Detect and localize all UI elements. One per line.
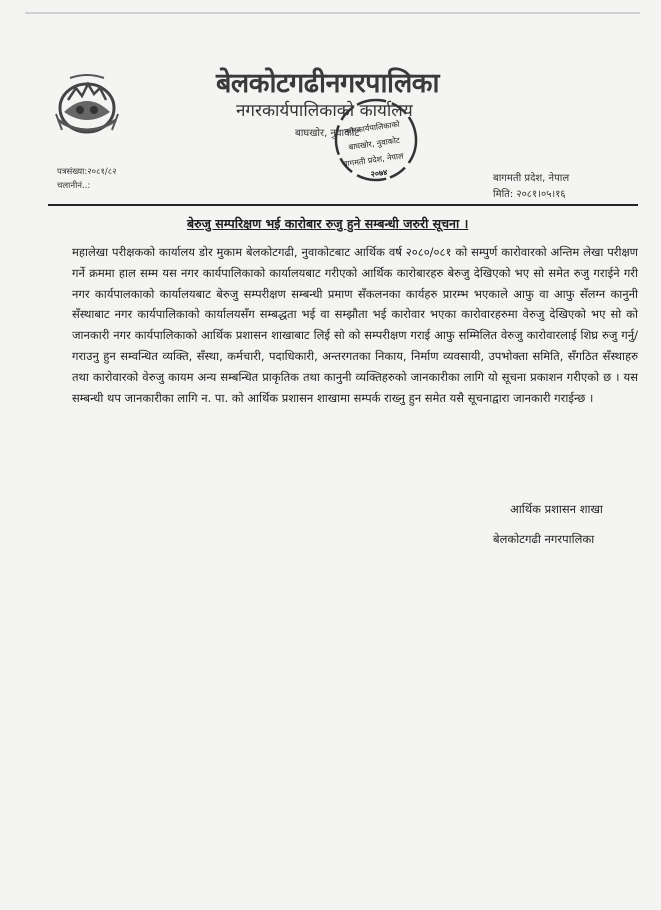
stamp-line-2: बाघखोर, नुवाकोट <box>348 135 401 152</box>
letter-number: पत्रसंख्या:२०८१/८२ <box>57 167 117 177</box>
office-address: बाघखोर, नुवाकोट <box>295 128 360 139</box>
stamp-line-3: बागमती प्रदेश, नेपाल <box>342 151 405 169</box>
header-divider <box>48 204 638 206</box>
stamp-line-1: नगरकार्यपालिकाको <box>343 119 401 137</box>
nepal-emblem-icon <box>50 70 124 138</box>
stamp-line-4: २०७४ <box>370 167 388 180</box>
date-line: मिति: २०८१।०५।१६ <box>493 189 566 200</box>
official-stamp <box>326 88 426 192</box>
dispatch-number: चलानीनं..: <box>57 181 91 191</box>
scan-edge <box>25 12 640 14</box>
notice-body: महालेखा परीक्षकको कार्यालय डोर मुकाम बेलकोटगढी, नुवाकोटबाट आर्थिक वर्ष २०८०/०८१ को सम्पुर्ण कारोवारको अन्तिम लेखा परीक्षण गर्ने क्रममा हाल सम्म यस नगर कार्यपालिकाको कार्यालयबाट गरीएको आर्थिक कारोबारहरु बेरुजु देखिएको भए सो समेत रुजु गराईने गरी नगर कार्यपालकाको कार्यालयबाट बेरुजु सम्परीक्षण सम्बन्धी प्रमाण सँकलनका कार्यहरु प्रारम्भ भएकाले आफु वा आफु सँलग्न कानुनी सँस्थाबाट नगर कार्यपालिकाको कार्यालयसँग सम्बद्धता भई वा सम्झौता भई कारोवार भएका कारोवारहरुमा वेरुजु देखिएको भए सो को जानकारी नगर कार्यपालिकाको आर्थिक प्रशासन शाखाबाट लिई सो को सम्परीक्षण गराई आफु सम्मिलित वेरुजु कारोवारलाई शिघ्र रुजु गर्नु/गराउनु हुन सम्वन्धित व्यक्ति, सँस्था, कर्मचारी, पदाधिकारी, अन्तरगतका निकाय, निर्माण व्यवसायी, उपभोक्ता समिति, सँगठित सँस्थाहरु तथा कारोवारको वेरुजु कायम अन्य सम्बन्धित प्राकृतिक तथा कानुनी व्यक्तिहरुको जानकारीका लागि यो सूचना प्रकाशन गरीएको छ । यस सम्बन्धी थप जानकारीका लागि न. पा. को आर्थिक प्रशासन शाखामा सम्पर्क राख्नु हुन समेत यसै सूचनाद्वारा जानकारी गराईन्छ । <box>72 245 638 405</box>
notice-subject: बेरुजु सम्परिक्षण भई कारोबार रुजु हुने सम्बन्धी जरुरी सूचना । <box>187 216 469 231</box>
office-title: नगरकार्यपालिकाको कार्यालय <box>236 101 413 121</box>
municipality-title: बेलकोटगढीनगरपालिका <box>216 68 440 99</box>
province-line: बागमती प्रदेश, नेपाल <box>493 173 570 184</box>
signature-section: आर्थिक प्रशासन शाखा <box>510 502 603 516</box>
signature-municipality: बेलकोटगढी नगरपालिका <box>493 532 595 546</box>
